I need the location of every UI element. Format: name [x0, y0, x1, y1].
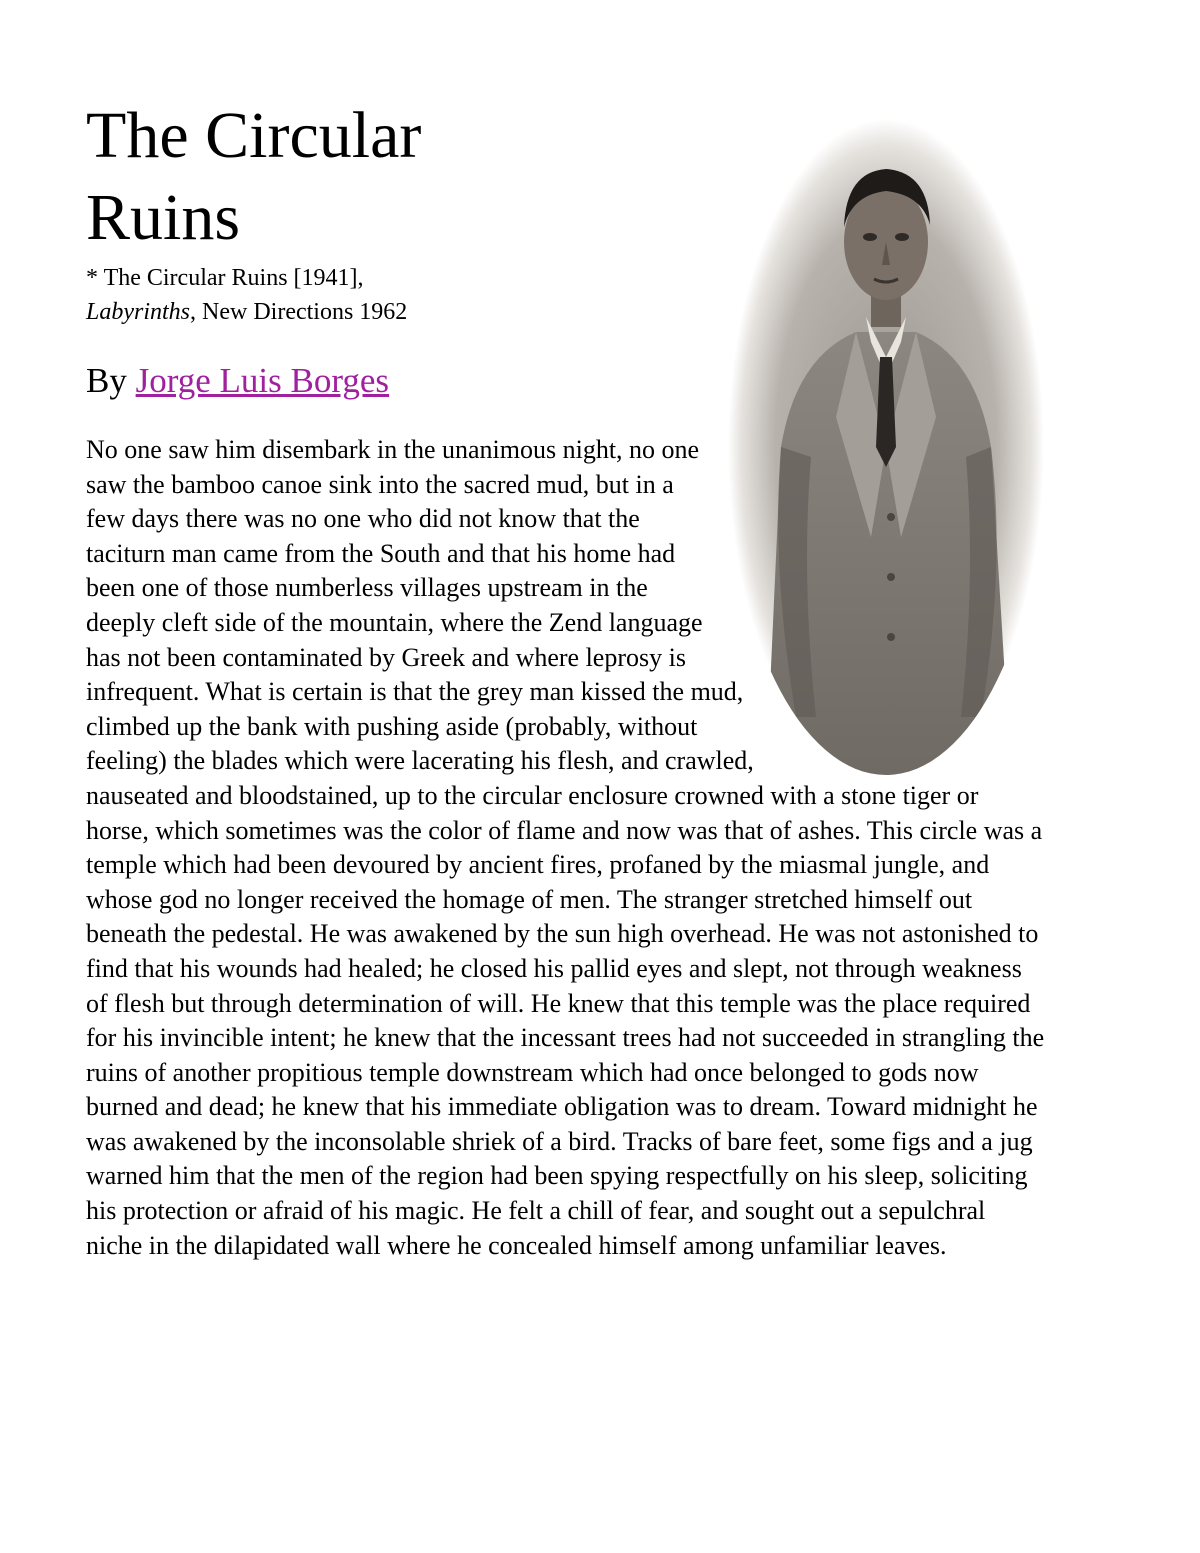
byline-prefix: By	[86, 361, 136, 400]
citation-book-title: Labyrinths	[86, 299, 191, 325]
document-page	[86, 95, 1046, 1263]
citation-prefix: * The Circular Ruins [1941],	[86, 265, 364, 291]
author-portrait	[726, 117, 1046, 777]
portrait-photo	[726, 117, 1046, 777]
page-title: The Circular Ruins	[86, 99, 422, 254]
author-link[interactable]: Jorge Luis Borges	[135, 361, 390, 400]
citation-publisher: , New Directions 1962	[190, 299, 408, 325]
story-paragraph: No one saw him disembark in the unanimous night, no one saw the bamboo canoe sink into the sacred mud, but in a few days there was no one who did not know that the taciturn man came from the South and that his home had been one of those numberless villages upstream in the deeply cleft side of the mountain, where the Zend language has not been contaminated by Greek and where leprosy is infrequent. What is certain is that the grey man kissed the mud, climbed up the bank with pushing aside (probably, without feeling) the blades which were lacerating his flesh, and crawled, nauseated and bloodstained, up to the circular enclosure crowned with a stone tiger or horse, which sometimes was the color of flame and now was that of ashes. This circle was a temple which had been devoured by ancient fires, profaned by the miasmal jungle, and whose god no longer received the homage of men. The stranger stretched himself out beneath the pedestal. He was awakened by the sun high overhead. He was not astonished to find that his wounds had healed; he closed his pallid eyes and slept, not through weakness of flesh but through determination of will. He knew that this temple was the place required for his invincible intent; he knew that the incessant trees had not succeeded in strangling the ruins of another propitious temple downstream which had once belonged to gods now burned and dead; he knew that his immediate obligation was to dream. Toward midnight he was awakened by the inconsolable shriek of a bird. Tracks of bare feet, some figs and a jug warned him that the men of the region had been spying respectfully on his sleep, soliciting his protection or afraid of his magic. He felt a chill of fear, and sought out a sepulchral niche in the dilapidated wall where he concealed himself among unfamiliar leaves.	[86, 435, 1045, 1260]
